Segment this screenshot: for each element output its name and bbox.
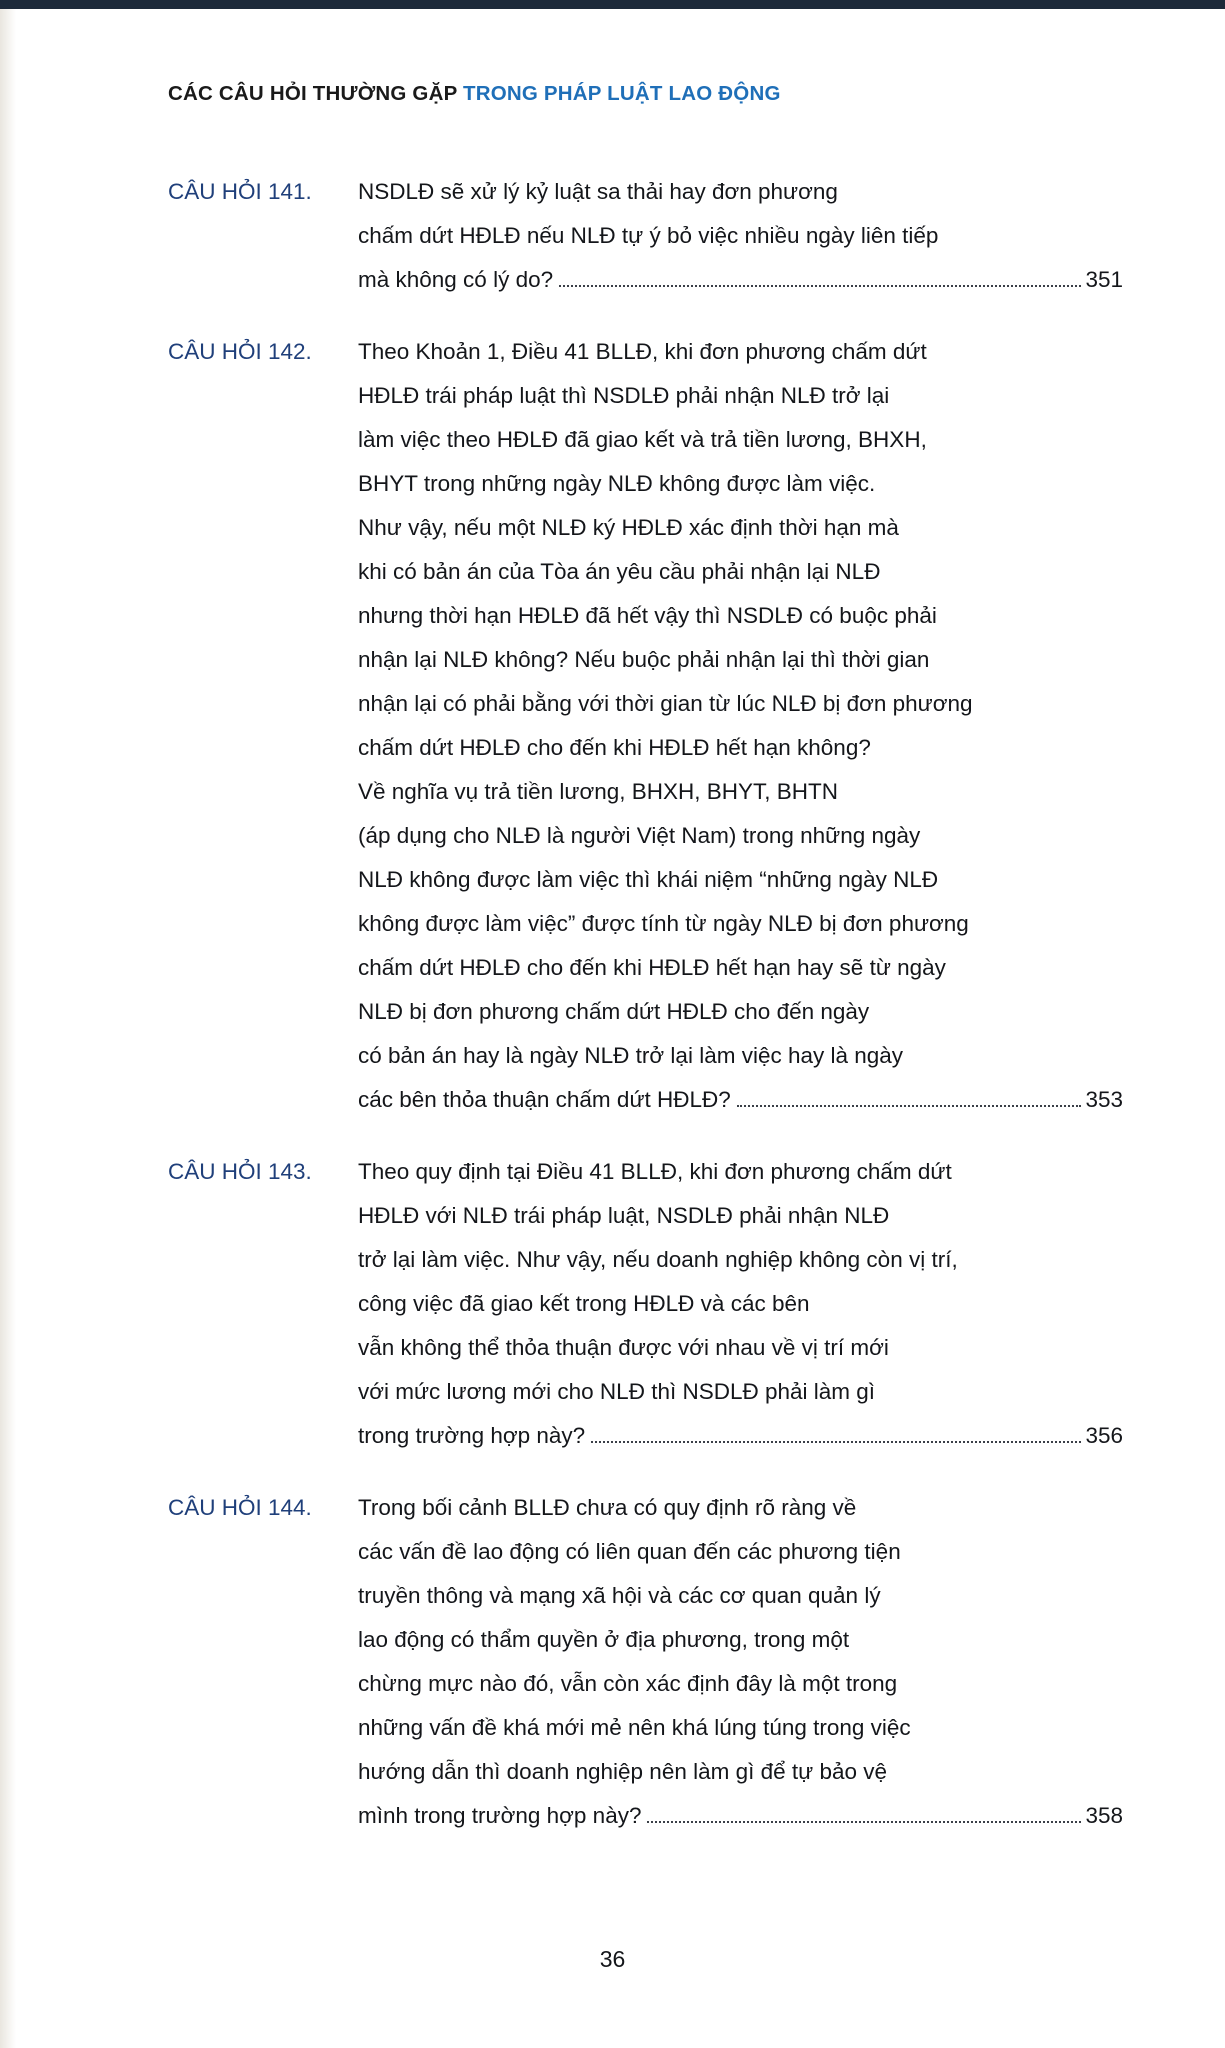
toc-page-number: 351	[1085, 267, 1123, 292]
toc-entry-line: nhưng thời hạn HĐLĐ đã hết vậy thì NSDLĐ có buộc phải	[358, 603, 937, 628]
toc-entry-line: nhận lại NLĐ không? Nếu buộc phải nhận lại thì thời gian	[358, 647, 930, 672]
toc-entry-text	[358, 170, 1225, 302]
toc-entry-line: trong trường hợp này?	[358, 1423, 586, 1448]
toc-entry-line: mình trong trường hợp này?	[358, 1803, 642, 1828]
toc-page-number: 358	[1085, 1803, 1123, 1828]
running-head-accent: TRONG PHÁP LUẬT LAO ĐỘNG	[462, 82, 781, 105]
toc-entry-line: Về nghĩa vụ trả tiền lương, BHXH, BHYT, BHTN	[358, 779, 839, 804]
toc-entry-line: các vấn đề lao động có liên quan đến các phương tiện	[358, 1539, 901, 1564]
dot-leader	[647, 1820, 1081, 1823]
toc-entry-line: BHYT trong những ngày NLĐ không được làm việc.	[358, 471, 876, 496]
toc-entry-line: chấm dứt HĐLĐ nếu NLĐ tự ý bỏ việc nhiều ngày liên tiếp	[358, 223, 939, 248]
toc-entry-line: chấm dứt HĐLĐ cho đến khi HĐLĐ hết hạn không?	[358, 735, 871, 760]
toc-entry-line: HĐLĐ trái pháp luật thì NSDLĐ phải nhận NLĐ trở lại	[358, 383, 890, 408]
toc-entry-line: NSDLĐ sẽ xử lý kỷ luật sa thải hay đơn phương	[358, 179, 838, 204]
toc-entry[interactable]	[0, 1486, 1225, 1838]
toc-entry-text	[358, 330, 1225, 1122]
toc-entry-text	[358, 1150, 1225, 1458]
toc-entry-last-line	[358, 1078, 1123, 1122]
toc-entry-last-line	[358, 1414, 1123, 1458]
toc-page-number: 356	[1085, 1423, 1123, 1448]
toc-entry-line: (áp dụng cho NLĐ là người Việt Nam) trong những ngày	[358, 823, 921, 848]
toc-entry-line: khi có bản án của Tòa án yêu cầu phải nhận lại NLĐ	[358, 559, 881, 584]
toc-entry-line: những vấn đề khá mới mẻ nên khá lúng túng trong việc	[358, 1715, 911, 1740]
toc-entry-line: chừng mực nào đó, vẫn còn xác định đây là một trong	[358, 1671, 898, 1696]
toc-entry-line: làm việc theo HĐLĐ đã giao kết và trả tiền lương, BHXH,	[358, 427, 927, 452]
toc-entry-line: NLĐ không được làm việc thì khái niệm “những ngày NLĐ	[358, 867, 939, 892]
toc-entry-line: HĐLĐ với NLĐ trái pháp luật, NSDLĐ phải nhận NLĐ	[358, 1203, 890, 1228]
dot-leader	[591, 1440, 1081, 1443]
toc-entry-line: chấm dứt HĐLĐ cho đến khi HĐLĐ hết hạn hay sẽ từ ngày	[358, 955, 946, 980]
toc-page-number: 353	[1085, 1087, 1123, 1112]
toc-entry-line: công việc đã giao kết trong HĐLĐ và các bên	[358, 1291, 810, 1316]
toc-entry-line: các bên thỏa thuận chấm dứt HĐLĐ?	[358, 1087, 731, 1112]
toc-entry-line: hướng dẫn thì doanh nghiệp nên làm gì để tự bảo vệ	[358, 1759, 888, 1784]
toc-entry-line: trở lại làm việc. Như vậy, nếu doanh nghiệp không còn vị trí,	[358, 1247, 958, 1272]
toc-entry-line: không được làm việc” được tính từ ngày NLĐ bị đơn phương	[358, 911, 969, 936]
page-number: 36	[599, 1946, 626, 1972]
toc-entry[interactable]	[0, 1150, 1225, 1458]
dot-leader	[559, 284, 1081, 287]
running-head	[168, 82, 781, 106]
toc-entry-line: lao động có thẩm quyền ở địa phương, trong một	[358, 1627, 850, 1652]
toc-entry-line: nhận lại có phải bằng với thời gian từ lúc NLĐ bị đơn phương	[358, 691, 973, 716]
toc-entry-line: vẫn không thể thỏa thuận được với nhau về vị trí mới	[358, 1335, 889, 1360]
toc-entry-last-line	[358, 1794, 1123, 1838]
toc-entry-line: Theo quy định tại Điều 41 BLLĐ, khi đơn phương chấm dứt	[358, 1159, 952, 1184]
running-head-primary: CÁC CÂU HỎI THƯỜNG GẶP	[168, 82, 463, 105]
toc-entry-line: Trong bối cảnh BLLĐ chưa có quy định rõ ràng về	[358, 1495, 857, 1520]
toc-entry-line: với mức lương mới cho NLĐ thì NSDLĐ phải làm gì	[358, 1379, 876, 1404]
toc-entry-label: CÂU HỎI 144.	[168, 1495, 312, 1520]
toc-entry-last-line	[358, 258, 1123, 302]
toc-entry-label: CÂU HỎI 143.	[168, 1159, 312, 1184]
toc-entry-line: truyền thông và mạng xã hội và các cơ quan quản lý	[358, 1583, 881, 1608]
table-of-contents	[0, 170, 1225, 1866]
toc-entry[interactable]	[0, 170, 1225, 302]
toc-entry-line: Theo Khoản 1, Điều 41 BLLĐ, khi đơn phương chấm dứt	[358, 339, 927, 364]
toc-entry-line: mà không có lý do?	[358, 267, 554, 292]
toc-entry-label: CÂU HỎI 141.	[168, 179, 312, 204]
dot-leader	[737, 1104, 1082, 1107]
toc-entry-label: CÂU HỎI 142.	[168, 339, 312, 364]
toc-entry-line: NLĐ bị đơn phương chấm dứt HĐLĐ cho đến ngày	[358, 999, 870, 1024]
toc-entry-text	[358, 1486, 1225, 1838]
toc-entry[interactable]	[0, 330, 1225, 1122]
toc-entry-line: Như vậy, nếu một NLĐ ký HĐLĐ xác định thời hạn mà	[358, 515, 899, 540]
toc-entry-line: có bản án hay là ngày NLĐ trở lại làm việc hay là ngày	[358, 1043, 904, 1068]
